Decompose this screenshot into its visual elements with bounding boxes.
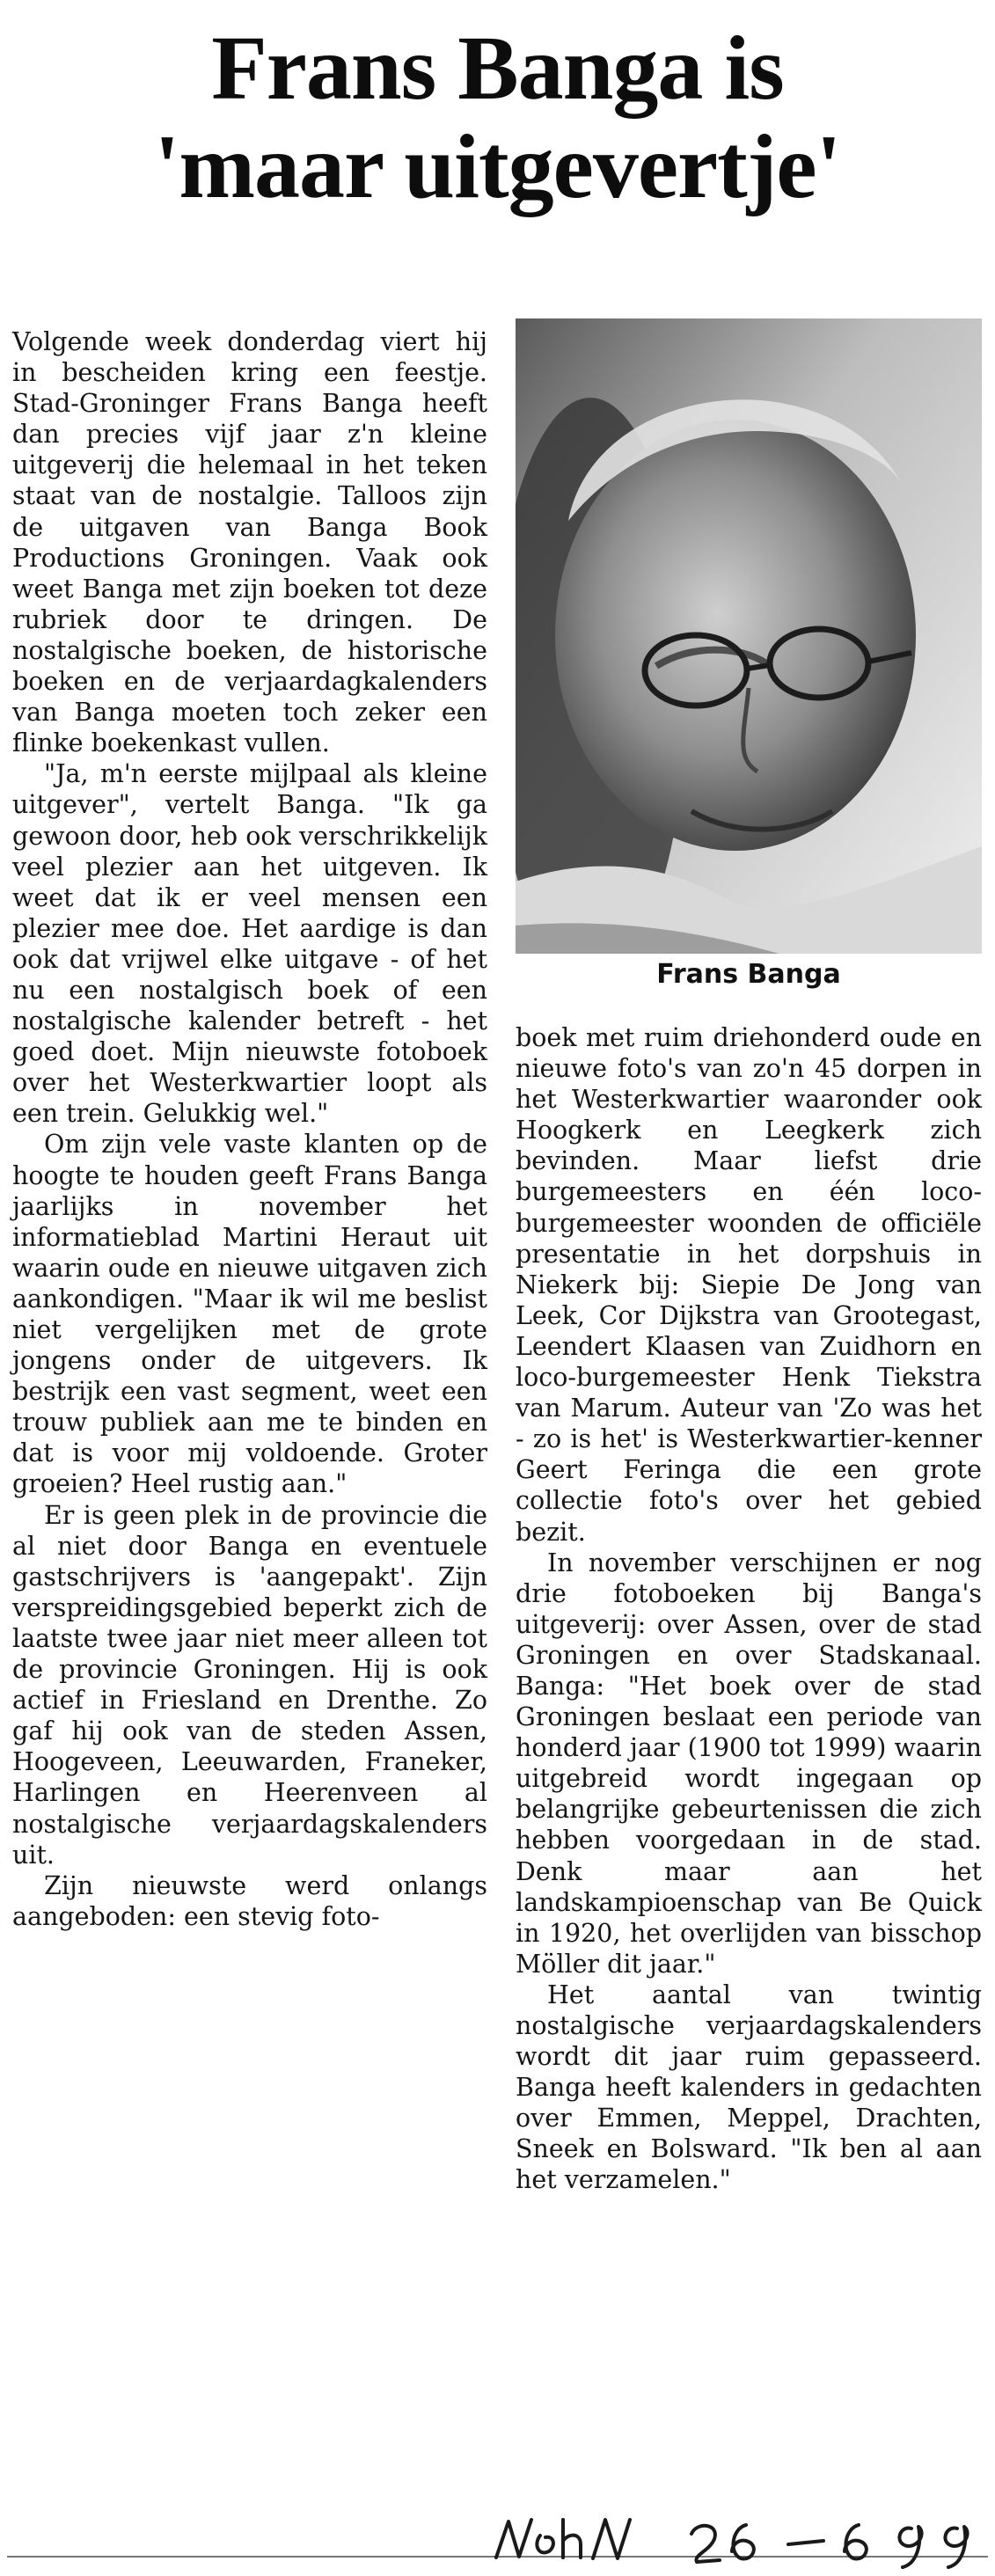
right-column [516,1022,982,2196]
handwritten-note-text [489,2509,495,2510]
paragraph: "Ja, m'n eerste mijlpaal als kleine uitgever", vertelt Banga. "Ik ga gewoon door, heb ook verschrikkelijk veel plezier aan het uitgeven. Ik weet dat ik er veel mensen een plezier mee doe. Het aardige is dan ook dat vrijwel elke uitgave - of het nu een nostalgisch boek of een nostalgische kalender betreft - het goed doet. Mijn nieuwste fotoboek over het Westerkwartier loopt als een trein. Gelukkig wel." [12,759,487,1129]
paragraph: Het aantal van twintig nostalgische verjaardagskalenders wordt dit jaar ruim gepasseerd. Banga heeft kalenders in gedachten over Emmen, Meppel, Drachten, Sneek en Bolsward. "Ik ben al aan het verzamelen." [516,1980,982,2195]
paragraph: Om zijn vele vaste klanten op de hoogte te houden geeft Frans Banga jaarlijks in november het informatieblad Martini Heraut uit waarin oude en nieuwe uitgaven zich aankondigen. "Maar ik wil me beslist niet vergelijken met de grote jongens onder de uitgevers. Ik bestrijk een vast segment, weet een trouw publiek aan me te binden en dat is voor mij voldoende. Groter groeien? Heel rustig aan." [12,1130,487,1499]
paragraph: Volgende week donderdag viert hij in bescheiden kring een feestje. Stad-Groninger Frans Banga heeft dan precies vijf jaar z'n kleine uitgeverij die helemaal in het teken staat van de nostalgie. Talloos zijn de uitgaven van Banga Book Productions Groningen. Vaak ook weet Banga met zijn boeken tot deze rubriek door te dringen. De nostalgische boeken, de historische boeken en de verjaardagkalenders van Banga moeten toch zeker een flinke boekenkast vullen. [12,327,487,758]
left-column [12,326,487,1932]
paragraph: In november verschijnen er nog drie fotoboeken bij Banga's uitgeverij: over Assen, over de stad Groningen en over Stadskanaal. Banga: "Het boek over de stad Groningen beslaat een periode van honderd jaar (1900 tot 1999) waarin uitgebreid wordt ingegaan op belangrijke gebeurtenissen die zich hebben voorgedaan in de stad. Denk maar aan het landskampioenschap van Be Quick in 1920, het overlijden van bisschop Möller dit jaar." [516,1548,982,1979]
headline [0,19,995,216]
paragraph: Er is geen plek in de provincie die al niet door Banga en eventuele gastschrijvers is 'aangepakt'. Zijn verspreidingsgebied beperkt zich de laatste twee jaar niet meer alleen tot de provincie Groningen. Hij is ook actief in Friesland en Drenthe. Zo gaf hij ook van de steden Assen, Hoogeveen, Leeuwarden, Franeker, Harlingen en Heerenveen al nostalgische verjaardagskalenders uit. [12,1500,487,1870]
photo-caption: Frans Banga [656,959,841,990]
headline-line-1: Frans Banga is [211,18,784,119]
portrait-photo [516,318,982,954]
headline-line-2: 'maar uitgevertje' [154,116,841,217]
portrait-illustration [516,318,982,954]
paragraph: Zijn nieuwste werd onlangs aangeboden: een stevig foto- [12,1870,487,1931]
handwritten-date-note [489,2509,982,2571]
handwriting-illustration [489,2509,982,2571]
paragraph: boek met ruim driehonderd oude en nieuwe foto's van zo'n 45 dorpen in het Westerkwartier waaronder ook Hoogkerk en Leegkerk zich bevinden. Maar liefst drie burgemeesters en één loco-burgemeester woonden de officiële presentatie in het dorpshuis in Niekerk bij: Siepie De Jong van Leek, Cor Dijkstra van Grootegast, Leendert Klaasen van Zuidhorn en loco-burgemeester Henk Tiekstra van Marum. Auteur van 'Zo was het - zo is het' is Westerkwartier-kenner Geert Feringa die een grote collectie foto's over het gebied bezit. [516,1023,982,1547]
